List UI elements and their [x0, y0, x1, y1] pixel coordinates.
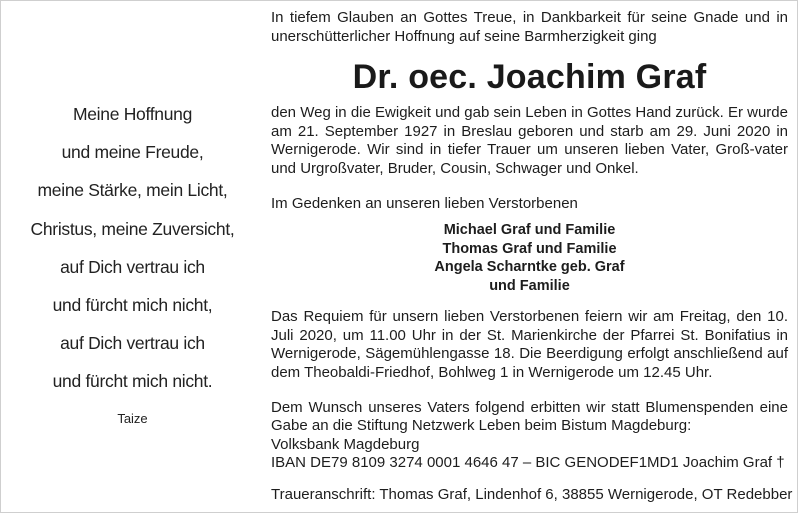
body-text: den Weg in die Ewigkeit und gab sein Leben in Gottes Hand zurück. Er wurde am 21. September 1927 in Breslau geboren und starb am 29. Juni 2020 in Wernigerode. Wir sind in tiefer Trauer um unseren lieben Vater, Groß-vater und Urgroßvater, Bruder, Cousin, Schwager und Onkel. — [271, 104, 788, 177]
intro-text: In tiefem Glauben an Gottes Treue, in Dankbarkeit für seine Gnade und in unerschütterlicher Hoffnung auf seine Barmherzigkeit ging — [271, 9, 788, 45]
poem-line: und fürcht mich nicht. — [52, 371, 213, 392]
poem-line: und fürcht mich nicht, — [52, 295, 213, 316]
deceased-name: Dr. oec. Joachim Graf — [352, 58, 707, 97]
iban-text: IBAN DE79 8109 3274 0001 4646 47 – BIC GENODEF1MD1 Joachim Graf † — [271, 454, 785, 472]
requiem-text: Das Requiem für unsern lieben Verstorbenen feiern wir am Freitag, den 10. Juli 2020, um 11.00 Uhr in der St. Marienkirche der Pfarrei St. Bonifatius in Wernigerode, Sägemühlengasse 18. Die Beerdigung erfolgt anschließend auf dem Theobaldi-Friedhof, Bohlweg 1 in Wernigerode um 12.45 Uhr. — [271, 308, 788, 381]
poem-line: auf Dich vertrau ich — [60, 333, 205, 354]
mourner-line: Angela Scharntke geb. Graf — [434, 259, 625, 276]
remembrance-text: Im Gedenken an unseren lieben Verstorbenen — [271, 194, 578, 212]
poem-author: Taize — [117, 410, 148, 426]
mourners-list — [271, 221, 788, 295]
donation-text: Dem Wunsch unseres Vaters folgend erbitten wir statt Blumenspenden eine Gabe an die Stiftung Netzwerk Leben beim Bistum Magdeburg: — [271, 398, 788, 435]
mourner-line: und Familie — [489, 277, 570, 294]
poem-line: Christus, meine Zuversicht, — [30, 218, 235, 239]
poem-line: auf Dich vertrau ich — [60, 256, 205, 277]
poem — [20, 95, 245, 429]
mourner-line: Michael Graf und Familie — [443, 222, 616, 239]
poem-line: und meine Freude, — [61, 142, 204, 163]
mourning-address: Traueranschrift: Thomas Graf, Lindenhof 6, 38855 Wernigerode, OT Redebber — [271, 485, 793, 503]
poem-line: meine Stärke, mein Licht, — [37, 180, 228, 201]
mourner-line: Thomas Graf und Familie — [442, 240, 617, 257]
notice-main — [271, 9, 793, 505]
bank-name: Volksbank Magdeburg — [271, 435, 420, 453]
poem-line: Meine Hoffnung — [72, 104, 193, 124]
